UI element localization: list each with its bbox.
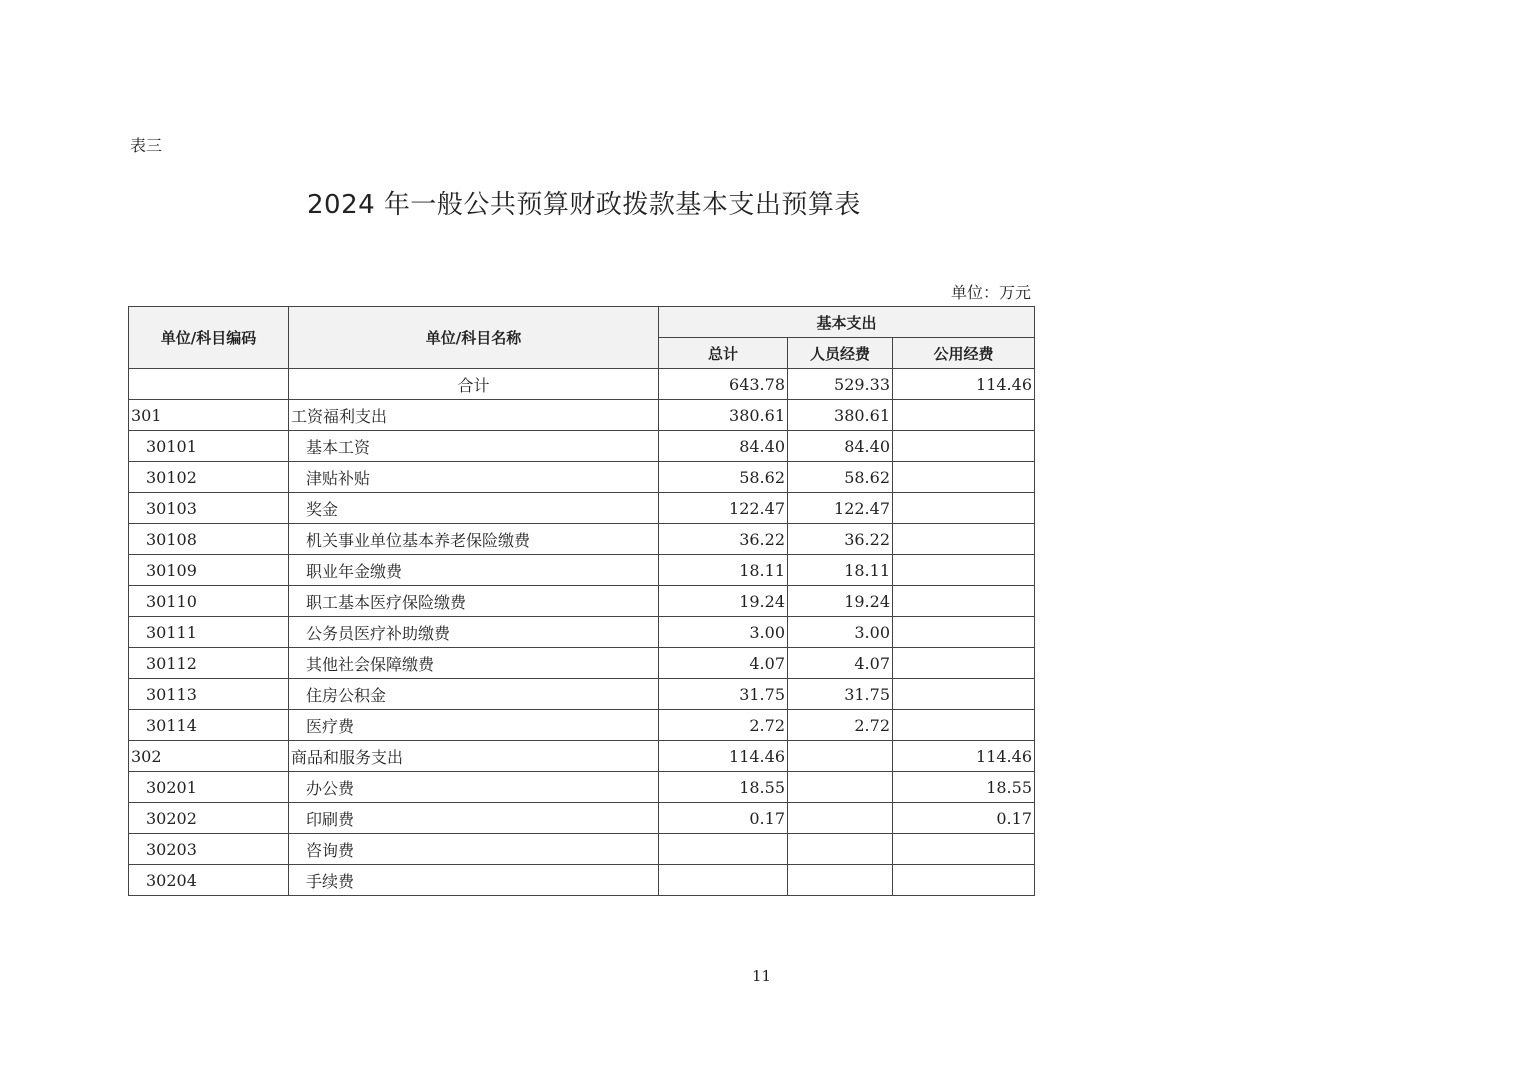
- cell-total: [659, 865, 788, 896]
- cell-public: [893, 524, 1035, 555]
- cell-total: 18.11: [659, 555, 788, 586]
- cell-code: 30101: [129, 431, 289, 462]
- cell-personnel: 122.47: [788, 493, 893, 524]
- cell-total: 2.72: [659, 710, 788, 741]
- table-row: [129, 462, 1035, 493]
- cell-code: 30111: [129, 617, 289, 648]
- cell-name: 职业年金缴费: [289, 555, 659, 586]
- header-personnel: 人员经费: [788, 338, 893, 369]
- cell-total: 19.24: [659, 586, 788, 617]
- header-total: 总计: [659, 338, 788, 369]
- cell-total: 84.40: [659, 431, 788, 462]
- cell-personnel: 4.07: [788, 648, 893, 679]
- budget-table: [128, 306, 1035, 896]
- table-row: [129, 803, 1035, 834]
- page-title: 2024 年一般公共预算财政拨款基本支出预算表: [307, 190, 861, 220]
- cell-total: 58.62: [659, 462, 788, 493]
- cell-code: 30201: [129, 772, 289, 803]
- cell-code: 30103: [129, 493, 289, 524]
- cell-public: [893, 462, 1035, 493]
- cell-public: [893, 555, 1035, 586]
- cell-name: 医疗费: [289, 710, 659, 741]
- cell-total: 18.55: [659, 772, 788, 803]
- cell-code: 30114: [129, 710, 289, 741]
- cell-code: 30108: [129, 524, 289, 555]
- cell-code: 30102: [129, 462, 289, 493]
- cell-name: 机关事业单位基本养老保险缴费: [289, 524, 659, 555]
- cell-name: 住房公积金: [289, 679, 659, 710]
- cell-total: 643.78: [659, 369, 788, 400]
- cell-total: 3.00: [659, 617, 788, 648]
- page-number: 11: [752, 967, 772, 985]
- cell-name: 印刷费: [289, 803, 659, 834]
- cell-public: [893, 617, 1035, 648]
- table-row: [129, 865, 1035, 896]
- table-row: [129, 400, 1035, 431]
- cell-total: 114.46: [659, 741, 788, 772]
- unit-label: 单位：万元: [951, 283, 1032, 302]
- header-code: 单位/科目编码: [129, 307, 289, 369]
- cell-public: [893, 586, 1035, 617]
- table-label: 表三: [130, 136, 163, 155]
- cell-code: 30112: [129, 648, 289, 679]
- table-row: [129, 431, 1035, 462]
- cell-name: 其他社会保障缴费: [289, 648, 659, 679]
- cell-personnel: [788, 834, 893, 865]
- cell-code: 302: [129, 741, 289, 772]
- cell-total: 36.22: [659, 524, 788, 555]
- cell-personnel: 31.75: [788, 679, 893, 710]
- table-row: [129, 555, 1035, 586]
- header-public: 公用经费: [893, 338, 1035, 369]
- cell-total: 0.17: [659, 803, 788, 834]
- cell-personnel: [788, 772, 893, 803]
- header-basic-expenditure: 基本支出: [659, 307, 1035, 338]
- cell-personnel: 84.40: [788, 431, 893, 462]
- cell-name: 职工基本医疗保险缴费: [289, 586, 659, 617]
- cell-name: 公务员医疗补助缴费: [289, 617, 659, 648]
- cell-personnel: 18.11: [788, 555, 893, 586]
- cell-public: 114.46: [893, 369, 1035, 400]
- cell-total: 380.61: [659, 400, 788, 431]
- cell-personnel: [788, 865, 893, 896]
- cell-public: [893, 648, 1035, 679]
- cell-public: [893, 431, 1035, 462]
- cell-personnel: 2.72: [788, 710, 893, 741]
- cell-public: 114.46: [893, 741, 1035, 772]
- cell-name: 商品和服务支出: [289, 741, 659, 772]
- cell-public: [893, 493, 1035, 524]
- cell-public: [893, 834, 1035, 865]
- cell-personnel: [788, 803, 893, 834]
- cell-code: 30109: [129, 555, 289, 586]
- cell-name: 合计: [289, 369, 659, 400]
- table-row: [129, 741, 1035, 772]
- table-row: [129, 834, 1035, 865]
- cell-name: 手续费: [289, 865, 659, 896]
- cell-name: 咨询费: [289, 834, 659, 865]
- cell-personnel: [788, 741, 893, 772]
- cell-public: [893, 710, 1035, 741]
- cell-code: 301: [129, 400, 289, 431]
- cell-public: 0.17: [893, 803, 1035, 834]
- table-row: [129, 648, 1035, 679]
- cell-public: [893, 679, 1035, 710]
- cell-personnel: 19.24: [788, 586, 893, 617]
- header-name: 单位/科目名称: [289, 307, 659, 369]
- cell-total: [659, 834, 788, 865]
- cell-total: 122.47: [659, 493, 788, 524]
- cell-public: 18.55: [893, 772, 1035, 803]
- table-row: [129, 772, 1035, 803]
- cell-code: 30113: [129, 679, 289, 710]
- cell-public: [893, 400, 1035, 431]
- cell-personnel: 58.62: [788, 462, 893, 493]
- cell-personnel: 529.33: [788, 369, 893, 400]
- table-body: [129, 369, 1035, 896]
- cell-personnel: 36.22: [788, 524, 893, 555]
- cell-personnel: 380.61: [788, 400, 893, 431]
- cell-code: 30202: [129, 803, 289, 834]
- cell-total: 4.07: [659, 648, 788, 679]
- cell-name: 奖金: [289, 493, 659, 524]
- cell-total: 31.75: [659, 679, 788, 710]
- cell-code: [129, 369, 289, 400]
- cell-public: [893, 865, 1035, 896]
- cell-code: 30204: [129, 865, 289, 896]
- table-row: [129, 524, 1035, 555]
- table-row-total: [129, 369, 1035, 400]
- cell-code: 30110: [129, 586, 289, 617]
- table-header: [129, 307, 1035, 369]
- table-row: [129, 586, 1035, 617]
- cell-name: 津贴补贴: [289, 462, 659, 493]
- table-row: [129, 679, 1035, 710]
- cell-name: 工资福利支出: [289, 400, 659, 431]
- cell-code: 30203: [129, 834, 289, 865]
- cell-name: 基本工资: [289, 431, 659, 462]
- cell-personnel: 3.00: [788, 617, 893, 648]
- table-row: [129, 493, 1035, 524]
- table-row: [129, 617, 1035, 648]
- table-row: [129, 710, 1035, 741]
- cell-name: 办公费: [289, 772, 659, 803]
